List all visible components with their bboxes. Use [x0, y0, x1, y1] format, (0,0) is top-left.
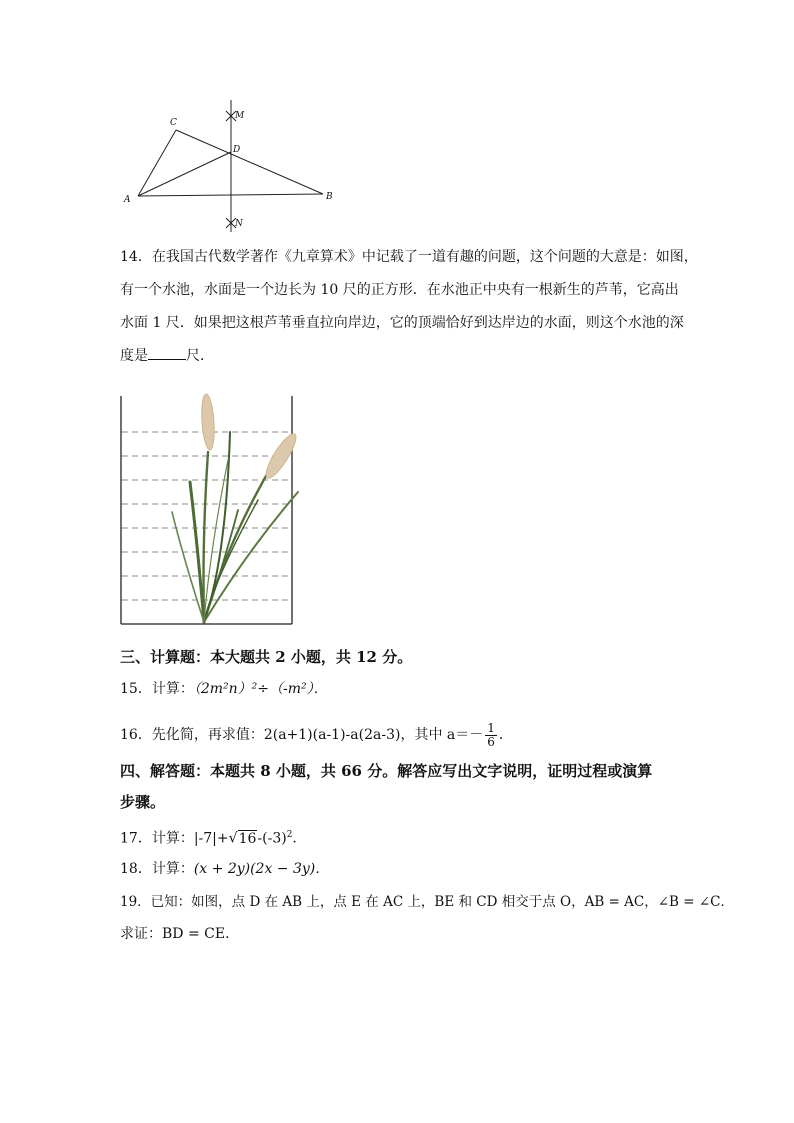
q18-prefix: 18．计算： [120, 861, 194, 877]
q19-line-2: 求证：BD = CE． [120, 926, 240, 942]
q17-rest: -(-3) [257, 830, 287, 847]
label-a: A [124, 195, 131, 205]
q17-sqrt-arg: 16 [238, 830, 257, 847]
q14-line-2: 有一个水池，水面是一个边长为 10 尺的正方形．在水池正中央有一根新生的芦苇，它高出 [120, 282, 679, 298]
q16-fraction [485, 722, 497, 749]
q16 [120, 720, 513, 750]
q16-fraction-numerator: 1 [487, 720, 495, 735]
q14-line-4 [120, 347, 214, 363]
q14-line-4-pre: 度是 [120, 348, 148, 364]
section-4-heading-line-1: 四、解答题：本题共 8 小题，共 66 分。解答应写出文字说明，证明过程或演算 [120, 762, 653, 780]
q14-line-4-post: 尺． [186, 348, 214, 364]
q16-expression: 2(a+1)(a-1)-a(2a-3)，其中 a＝－ [263, 727, 484, 743]
label-d: D [233, 145, 241, 155]
section-4-heading-line-2: 步骤。 [120, 793, 166, 811]
q17-suffix: ． [292, 830, 307, 847]
q19-line-1: 19．已知：如图，点 D 在 AB 上，点 E 在 AC 上，BE 和 CD 相交于点 O，AB = AC，∠B = ∠C． [120, 894, 735, 910]
label-n: N [235, 219, 243, 229]
q17-exponent: 2 [286, 830, 293, 840]
q18-expression: (x + 2y)(2x − 3y)． [193, 861, 330, 877]
section-3-heading: 三、计算题：本大题共 2 小题，共 12 分。 [120, 648, 413, 666]
q18 [120, 862, 329, 876]
q14-line-1: 14．在我国古代数学著作《九章算术》中记载了一道有趣的问题，这个问题的大意是：如图， [120, 249, 698, 265]
q16-suffix: ． [498, 727, 513, 743]
q15-expression: （2m²n）²÷（-m²）． [193, 681, 328, 697]
q15 [120, 682, 328, 696]
label-b: B [326, 192, 333, 202]
reed-pond-figure [118, 390, 300, 628]
q15-prefix: 15．计算： [120, 681, 194, 697]
triangle-figure [120, 98, 350, 234]
q14-line-3: 水面 1 尺．如果把这根芦苇垂直拉向岸边，它的顶端恰好到达岸边的水面，则这个水池的深 [120, 315, 684, 331]
sqrt-symbol: √ [228, 830, 238, 847]
q17-prefix: 17．计算： [120, 830, 194, 847]
q16-prefix: 16．先化简，再求值： [120, 727, 264, 743]
label-c: C [170, 118, 177, 128]
answer-blank [148, 347, 186, 360]
label-m: M [235, 111, 245, 121]
q16-fraction-denominator: 6 [487, 734, 495, 749]
q17 [120, 828, 306, 846]
q17-abs: |-7|+ [193, 830, 229, 847]
